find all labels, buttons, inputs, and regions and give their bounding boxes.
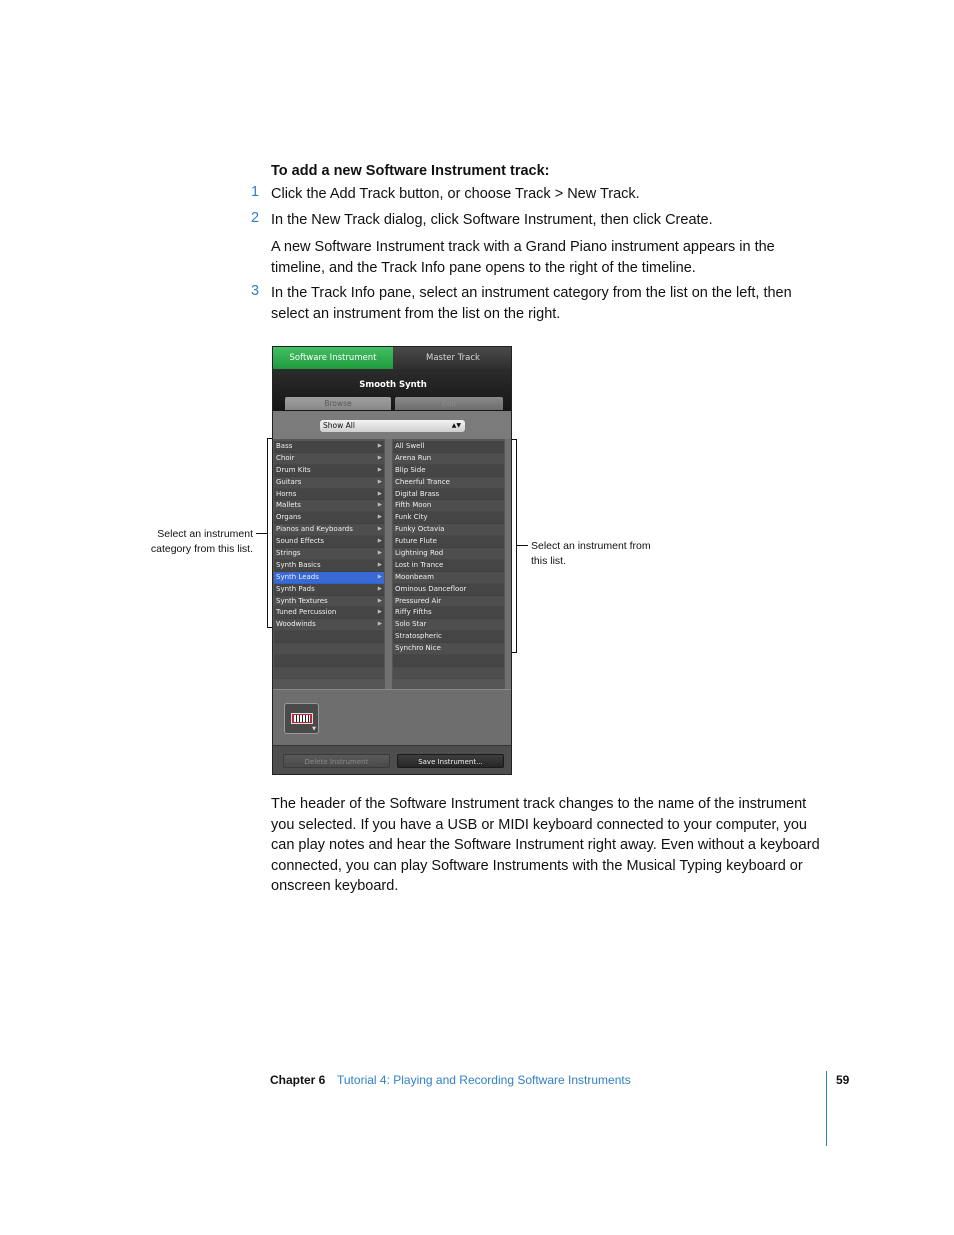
disclosure-arrow-icon: ▶: [377, 478, 382, 485]
category-label: Tuned Percussion: [276, 608, 337, 617]
category-label: Guitars: [276, 477, 302, 486]
disclosure-arrow-icon: ▶: [377, 514, 382, 521]
procedure-heading: To add a new Software Instrument track:: [271, 163, 550, 179]
step-number-2: 2: [251, 210, 260, 226]
disclosure-arrow-icon: ▶: [377, 490, 382, 497]
instrument-item[interactable]: Future Flute: [393, 536, 504, 548]
category-label: Synth Basics: [276, 560, 321, 569]
instrument-item[interactable]: Digital Brass: [393, 489, 504, 501]
category-label: Drum Kits: [276, 465, 311, 474]
step-3-text: In the Track Info pane, select an instrument category from the list on the left, then select an instrument from the list on the right.: [271, 285, 792, 322]
category-item[interactable]: [274, 500, 384, 512]
instrument-buttons: [273, 745, 512, 775]
instrument-item[interactable]: Funk City: [393, 512, 504, 524]
category-item[interactable]: [274, 596, 384, 608]
list-divider[interactable]: [385, 439, 392, 689]
disclosure-arrow-icon: ▶: [377, 443, 382, 449]
scrollbar[interactable]: [505, 439, 512, 689]
step-number-1: 1: [251, 184, 260, 200]
instrument-item[interactable]: Riffy Fifths: [393, 607, 504, 619]
empty-row: [393, 655, 504, 667]
empty-row: [274, 643, 384, 655]
disclosure-arrow-icon: ▶: [377, 597, 382, 604]
category-item[interactable]: [274, 619, 384, 631]
disclosure-arrow-icon: ▶: [377, 502, 382, 509]
callout-leader-right: [517, 545, 528, 546]
track-info-pane: [272, 346, 512, 775]
disclosure-arrow-icon: ▶: [377, 621, 382, 628]
disclosure-arrow-icon: ▶: [377, 573, 382, 580]
category-item[interactable]: [274, 512, 384, 524]
callout-bracket-right: [512, 439, 517, 653]
category-item[interactable]: [274, 489, 384, 501]
category-item[interactable]: [274, 584, 384, 596]
category-label: Bass: [276, 442, 293, 450]
disclosure-arrow-icon: ▶: [377, 454, 382, 461]
category-label: Choir: [276, 453, 295, 462]
category-item[interactable]: [274, 572, 384, 584]
disclosure-arrow-icon: ▶: [377, 585, 382, 592]
category-label: Horns: [276, 489, 297, 498]
category-item[interactable]: [274, 477, 384, 489]
category-label: Organs: [276, 513, 302, 522]
category-list[interactable]: [274, 441, 384, 679]
callout-instrument-list: Select an instrument from this list.: [531, 540, 651, 567]
footer-chapter-title: Tutorial 4: Playing and Recording Software Instruments: [337, 1073, 631, 1087]
category-label: Synth Textures: [276, 596, 328, 605]
step-1-text: Click the Add Track button, or choose Track > New Track.: [271, 186, 640, 202]
instrument-item[interactable]: Blip Side: [393, 465, 504, 477]
keyboard-icon: [291, 713, 313, 724]
category-item[interactable]: [274, 560, 384, 572]
filter-bar: [273, 411, 512, 439]
category-item[interactable]: [274, 453, 384, 465]
category-item[interactable]: [274, 536, 384, 548]
instrument-item[interactable]: Synchro Nice: [393, 643, 504, 655]
instrument-name: Smooth Synth: [273, 369, 512, 411]
empty-row: [393, 667, 504, 679]
tab-master-track[interactable]: Master Track: [393, 347, 512, 369]
tab-edit[interactable]: Edit: [395, 397, 503, 410]
save-instrument-button[interactable]: Save Instrument...: [397, 754, 504, 768]
instrument-list[interactable]: [393, 441, 504, 679]
empty-row: [274, 667, 384, 679]
callout-category-list: Select an instrument category from this list.: [150, 528, 253, 555]
category-item[interactable]: [274, 548, 384, 560]
instrument-item[interactable]: Ominous Dancefloor: [393, 584, 504, 596]
browse-edit-tabs: [273, 397, 512, 411]
page-number: 59: [836, 1073, 850, 1087]
instrument-item[interactable]: All Swell: [393, 441, 504, 453]
disclosure-arrow-icon: ▶: [377, 609, 382, 616]
step-2-text: In the New Track dialog, click Software Instrument, then click Create.: [271, 212, 713, 228]
instrument-icon-button[interactable]: [284, 703, 319, 734]
tab-software-instrument[interactable]: Software Instrument: [273, 347, 393, 369]
instrument-item[interactable]: Cheerful Trance: [393, 477, 504, 489]
show-all-dropdown[interactable]: [320, 420, 465, 432]
disclosure-arrow-icon: ▶: [377, 466, 382, 473]
instrument-item[interactable]: Funky Octavia: [393, 524, 504, 536]
category-label: Synth Leads: [276, 572, 319, 581]
step-2-note: A new Software Instrument track with a Grand Piano instrument appears in the timeline, and the Track Info pane opens to the right of the timeline.: [271, 239, 775, 276]
instrument-browser: [273, 439, 512, 689]
instrument-item[interactable]: Arena Run: [393, 453, 504, 465]
category-label: Woodwinds: [276, 620, 316, 629]
instrument-icon-area: [273, 689, 512, 746]
disclosure-arrow-icon: ▶: [377, 550, 382, 557]
category-item[interactable]: [274, 465, 384, 477]
instrument-item[interactable]: Lost in Trance: [393, 560, 504, 572]
category-label: Sound Effects: [276, 537, 325, 546]
tab-browse[interactable]: Browse: [285, 397, 391, 410]
updown-arrows-icon: ▲▼: [451, 422, 461, 429]
instrument-item[interactable]: Lightning Rod: [393, 548, 504, 560]
footer-rule: [826, 1071, 827, 1146]
disclosure-arrow-icon: ▶: [377, 538, 382, 545]
track-info-tabs: [273, 347, 512, 369]
category-label: Synth Pads: [276, 584, 315, 593]
category-item[interactable]: [274, 441, 384, 453]
instrument-item[interactable]: Pressured Air: [393, 596, 504, 608]
instrument-item[interactable]: Stratospheric: [393, 631, 504, 643]
category-item[interactable]: [274, 607, 384, 619]
category-label: Mallets: [276, 501, 301, 510]
body-paragraph: The header of the Software Instrument track changes to the name of the instrument you selected. If you have a USB or MIDI keyboard connected to your computer, you can play notes and hear the Software Instrument right away. Even without a keyboard connected, you can play Software Instruments with the Musical Typing keyboard or onscreen keyboard.: [271, 796, 820, 894]
instrument-item[interactable]: Fifth Moon: [393, 500, 504, 512]
step-number-3: 3: [251, 283, 260, 299]
dropdown-value: Show All: [323, 421, 355, 430]
category-label: Strings: [276, 549, 301, 558]
instrument-item[interactable]: Moonbeam: [393, 572, 504, 584]
callout-leader-left: [256, 533, 267, 534]
category-label: Pianos and Keyboards: [276, 525, 353, 534]
empty-row: [274, 655, 384, 667]
disclosure-arrow-icon: ▶: [377, 526, 382, 533]
instrument-item[interactable]: Solo Star: [393, 619, 504, 631]
disclosure-arrow-icon: ▶: [377, 561, 382, 568]
empty-row: [274, 631, 384, 643]
delete-instrument-button[interactable]: Delete Instrument: [283, 754, 390, 768]
callout-bracket-left: [267, 438, 272, 628]
footer-chapter: Chapter 6: [270, 1073, 326, 1087]
category-item[interactable]: [274, 524, 384, 536]
chevron-down-icon: ▼: [312, 726, 316, 732]
